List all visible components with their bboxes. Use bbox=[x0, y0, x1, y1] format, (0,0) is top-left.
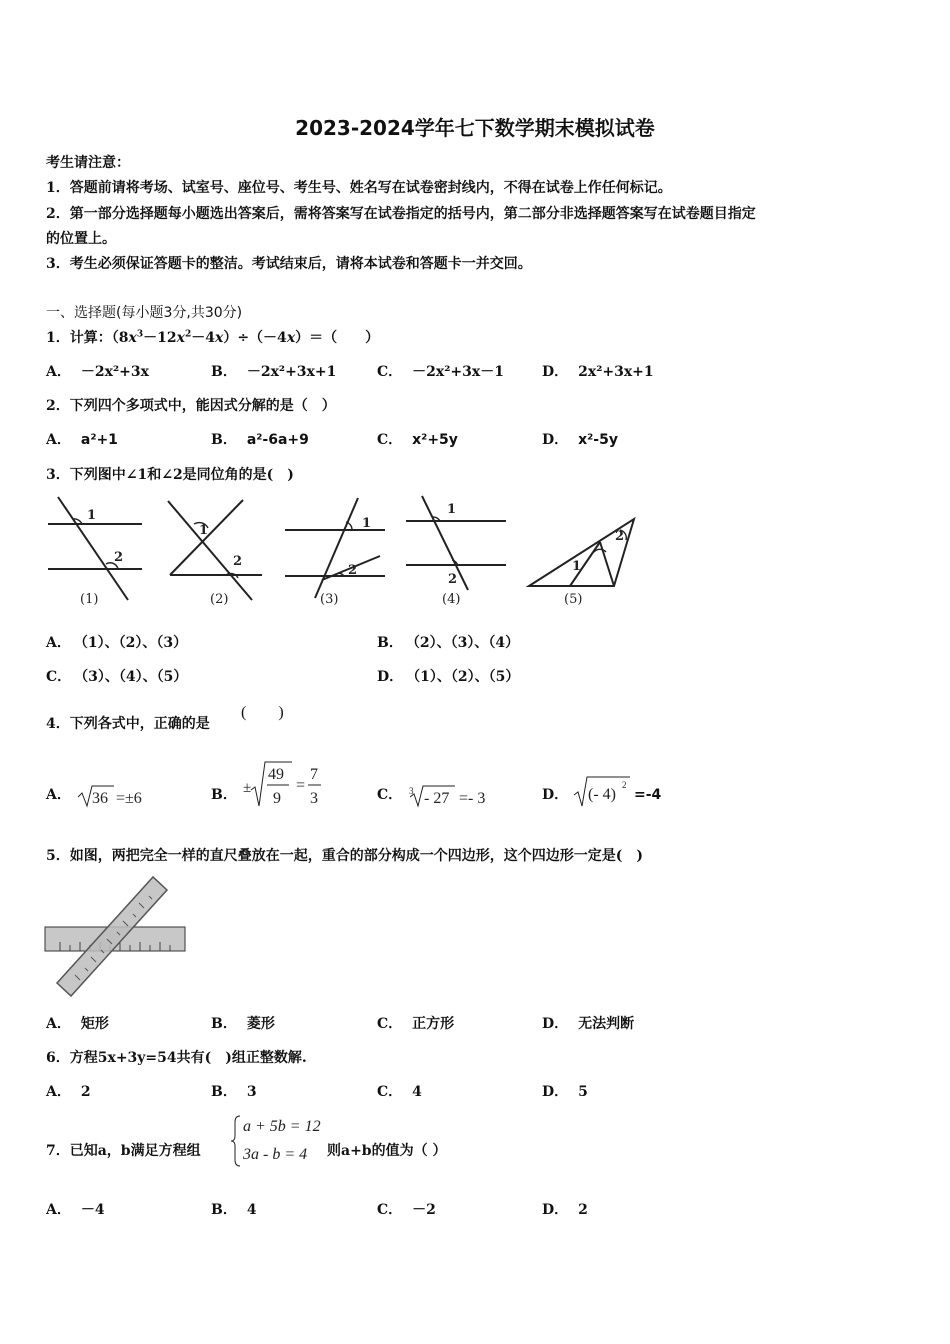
option-text: x²-5y bbox=[578, 432, 618, 448]
page-title: 2023-2024学年七下数学期末模拟试卷 bbox=[295, 116, 655, 140]
option-text: －2 bbox=[412, 1202, 436, 1218]
q5-stem: 5．如图，两把完全一样的直尺叠放在一起，重合的部分构成一个四边形，这个四边形一定是( ) bbox=[46, 848, 643, 864]
option-label: D． bbox=[542, 364, 569, 380]
q4-answer-paren: ( ) bbox=[241, 704, 284, 721]
a-rhs: =±6 bbox=[116, 790, 142, 807]
fig3-caption: (3) bbox=[320, 592, 339, 607]
option-text: －4 bbox=[80, 1202, 105, 1218]
option-text: 2 bbox=[578, 1202, 588, 1218]
option-label: C． bbox=[377, 1016, 403, 1032]
q1-var: x bbox=[214, 330, 224, 346]
fig2-caption: (2) bbox=[210, 592, 229, 607]
q1-exp: 3 bbox=[136, 329, 144, 340]
c-index: 3 bbox=[409, 786, 414, 796]
option-label: A． bbox=[46, 1084, 71, 1100]
option-label: C． bbox=[377, 364, 403, 380]
q7-option-d[interactable] bbox=[542, 1199, 588, 1219]
fig5-caption: (5) bbox=[564, 592, 583, 607]
notice-item-1: 1．答题前请将考场、试室号、座位号、考生号、姓名写在试卷密封线内，不得在试卷上作任何标记。 bbox=[46, 180, 672, 196]
option-text: 矩形 bbox=[80, 1016, 109, 1032]
option-label: B． bbox=[211, 1084, 237, 1100]
q1-stem-part: －4 bbox=[191, 330, 215, 346]
q1-var: x bbox=[176, 330, 185, 346]
option-label: B． bbox=[211, 1202, 237, 1218]
option-text: （1）、（2）、（5） bbox=[413, 669, 520, 685]
option-label: A． bbox=[46, 635, 71, 651]
option-label: A． bbox=[46, 432, 71, 448]
option-label: B． bbox=[211, 364, 237, 380]
option-label: A． bbox=[46, 1016, 71, 1032]
fig1-caption: (1) bbox=[80, 592, 99, 607]
option-text: a²-6a+9 bbox=[246, 432, 309, 448]
b-pm: ± bbox=[243, 780, 252, 796]
option-text: 4 bbox=[246, 1202, 257, 1218]
q1-stem-part: 1．计算：（8 bbox=[46, 330, 129, 346]
fig3-label-1: 1 bbox=[362, 516, 372, 531]
notice-item-3: 3．考生必须保证答题卡的整洁。考试结束后，请将本试卷和答题卡一并交回。 bbox=[46, 256, 532, 272]
b-rden: 3 bbox=[310, 790, 318, 807]
option-label: C． bbox=[377, 1084, 403, 1100]
fig4-label-1: 1 bbox=[447, 502, 457, 517]
option-text: 无法判断 bbox=[578, 1016, 635, 1032]
system-brace bbox=[231, 1116, 240, 1166]
option-text: （2）、（3）、（4） bbox=[412, 635, 520, 651]
option-text: 3 bbox=[246, 1084, 257, 1100]
eq-1: a + 5b = 12 bbox=[243, 1118, 321, 1135]
option-text: 2x²+3x+1 bbox=[578, 364, 654, 380]
option-label: C． bbox=[377, 1202, 403, 1218]
notice-item-2: 2．第一部分选择题每小题选出答案后，需将答案写在试卷指定的括号内，第二部分非选择题答案写在试卷题目指定 bbox=[46, 206, 756, 222]
q6-stem: 6．方程5x+3y=54共有( )组正整数解. bbox=[46, 1050, 307, 1066]
fig5-label-1: 1 bbox=[572, 559, 582, 574]
b-eq: = bbox=[296, 777, 306, 794]
q1-stem-part: ）＝（ ） bbox=[295, 330, 380, 346]
section-heading: 一、选择题(每小题3分,共30分) bbox=[46, 305, 243, 321]
eq-2: 3a - b = 4 bbox=[243, 1146, 308, 1163]
fig4-label-2: 2 bbox=[448, 572, 458, 587]
q4-stem: 4．下列各式中，正确的是 bbox=[46, 716, 210, 732]
c-radicand: - 27 bbox=[424, 790, 450, 807]
option-label: B． bbox=[211, 432, 237, 448]
option-label: D． bbox=[542, 432, 569, 448]
d-radicand: (- 4) bbox=[588, 786, 616, 803]
fig5-label-2: 2 bbox=[615, 529, 625, 544]
b-num: 49 bbox=[268, 766, 284, 783]
option-label: D． bbox=[542, 1016, 569, 1032]
q1-stem-part: －12 bbox=[143, 330, 177, 346]
q1-exp: 2 bbox=[184, 329, 192, 340]
q7-option-b[interactable] bbox=[211, 1199, 257, 1219]
fig1-label-1: 1 bbox=[87, 508, 97, 523]
option-text: 菱形 bbox=[246, 1016, 275, 1032]
q4-option-b-label[interactable]: B． bbox=[211, 787, 237, 803]
c-rhs: =- 3 bbox=[459, 790, 486, 807]
a-radicand: 36 bbox=[92, 790, 108, 807]
q4-option-d-label[interactable]: D． bbox=[542, 787, 569, 803]
notice-item-2-cont: 的位置上。 bbox=[46, 231, 116, 247]
option-text: －2x²+3x bbox=[80, 364, 149, 380]
option-label: A． bbox=[46, 364, 71, 380]
q7-option-a[interactable] bbox=[46, 1199, 105, 1219]
fig2-label-1: 1 bbox=[199, 523, 209, 538]
option-text: －2x²+3x+1 bbox=[246, 364, 337, 380]
option-text: 5 bbox=[578, 1084, 588, 1100]
q4-option-c-label[interactable]: C． bbox=[377, 787, 403, 803]
fig2-label-2: 2 bbox=[233, 554, 243, 569]
option-label: D． bbox=[377, 669, 404, 685]
d-exp: 2 bbox=[622, 780, 627, 790]
option-text: x²+5y bbox=[412, 432, 458, 448]
q1-stem-part: ）÷（－4 bbox=[223, 330, 287, 346]
q1-var: x bbox=[286, 330, 296, 346]
option-label: B． bbox=[211, 1016, 237, 1032]
option-text: （1）、（2）、（3） bbox=[80, 635, 188, 651]
notice-heading: 考生请注意： bbox=[46, 155, 130, 171]
option-label: D． bbox=[542, 1084, 569, 1100]
q2-stem: 2．下列四个多项式中，能因式分解的是（ ） bbox=[46, 398, 336, 414]
option-label: C． bbox=[46, 669, 72, 685]
option-label: D． bbox=[542, 1202, 569, 1218]
option-label: C． bbox=[377, 432, 403, 448]
option-label: B． bbox=[377, 635, 403, 651]
option-text: （3）、（4）、（5） bbox=[81, 669, 188, 685]
fig3-label-2: 2 bbox=[348, 563, 358, 578]
option-text: a²+1 bbox=[80, 432, 118, 448]
b-rnum: 7 bbox=[310, 766, 318, 783]
option-text: 正方形 bbox=[412, 1016, 455, 1032]
q7-option-c[interactable] bbox=[377, 1199, 436, 1219]
option-text: 2 bbox=[80, 1084, 91, 1100]
q4-option-a-label[interactable]: A． bbox=[46, 787, 71, 803]
option-label: A． bbox=[46, 1202, 71, 1218]
fig4-caption: (4) bbox=[442, 592, 461, 607]
d-rhs: =-4 bbox=[634, 787, 662, 803]
option-text: 4 bbox=[412, 1084, 422, 1100]
q1-var: x bbox=[128, 330, 137, 346]
q7-stem-pre: 7．已知a，b满足方程组 bbox=[46, 1143, 201, 1159]
fig1-label-2: 2 bbox=[114, 550, 124, 565]
b-den: 9 bbox=[273, 790, 281, 807]
q3-stem: 3．下列图中∠1和∠2是同位角的是( ) bbox=[46, 467, 294, 483]
q7-stem-post: 则a+b的值为（ ） bbox=[327, 1143, 447, 1159]
option-text: －2x²+3x－1 bbox=[412, 364, 504, 380]
